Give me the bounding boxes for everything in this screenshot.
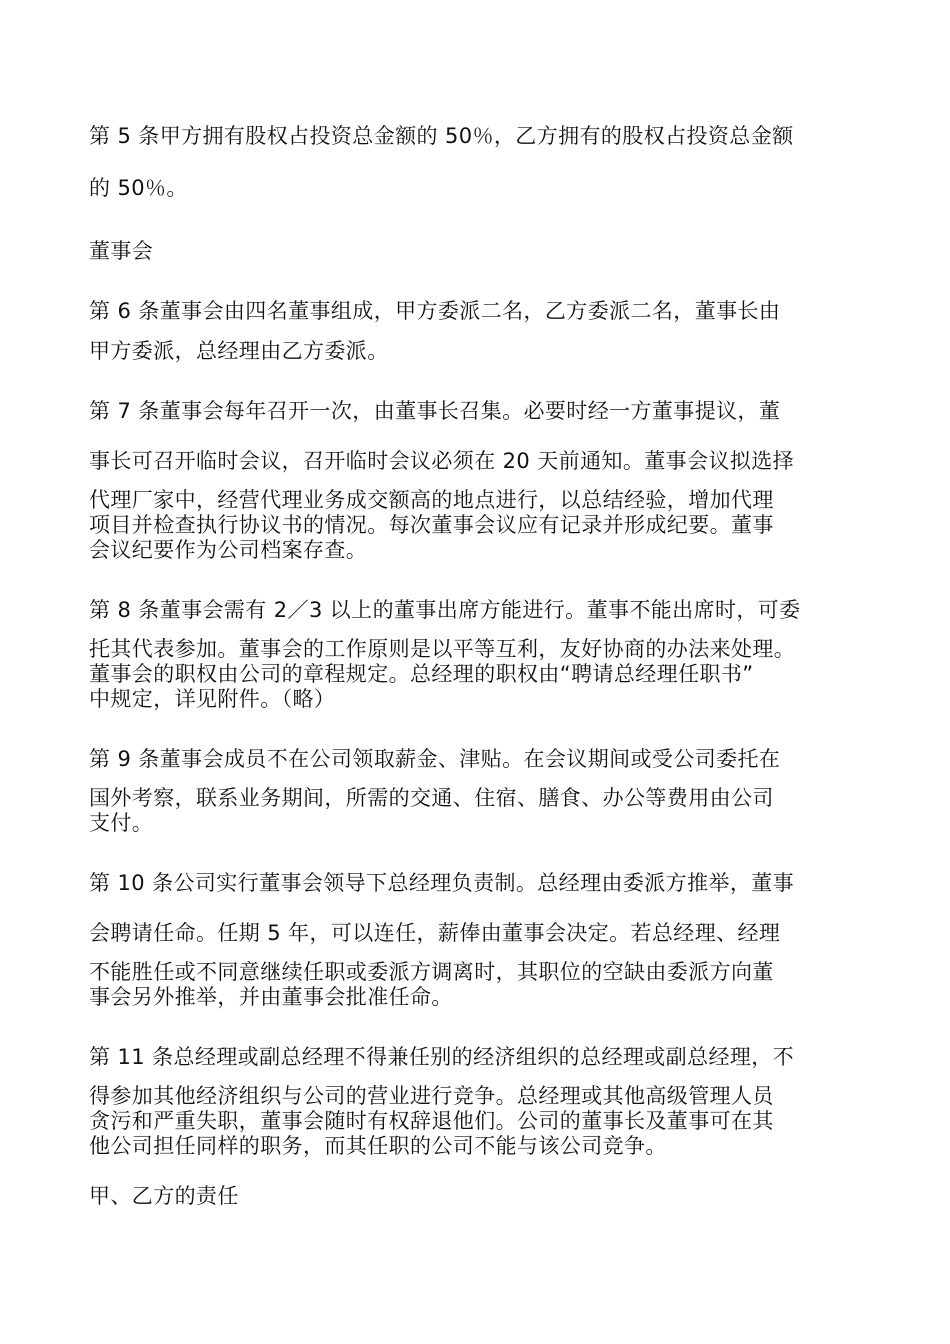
article-8-line-2: 托其代表参加。董事会的工作原则是以平等互利，友好协商的办法来处理。 <box>89 637 796 661</box>
article-7-line-2: 事长可召开临时会议，召开临时会议必须在 20 天前通知。董事会议拟选择 <box>89 449 795 473</box>
article-8-line-3: 董事会的职权由公司的章程规定。总经理的职权由“聘请总经理任职书” <box>89 662 754 686</box>
article-10-line-4: 事会另外推举，并由董事会批准任命。 <box>89 985 453 1009</box>
section-heading-responsibilities: 甲、乙方的责任 <box>89 1184 239 1208</box>
article-7-line-5: 会议纪要作为公司档案存查。 <box>89 538 368 562</box>
article-5-line-2: 的 50％。 <box>89 176 188 200</box>
article-5-line-1: 第 5 条甲方拥有股权占投资总金额的 50％，乙方拥有的股权占投资总金额 <box>89 124 794 148</box>
article-10-line-1: 第 10 条公司实行董事会领导下总经理负责制。总经理由委派方推举，董事 <box>89 871 795 895</box>
article-7-line-3: 代理厂家中，经营代理业务成交额高的地点进行，以总结经验，增加代理 <box>89 488 774 512</box>
article-6-line-2: 甲方委派，总经理由乙方委派。 <box>89 339 389 363</box>
article-9-line-1: 第 9 条董事会成员不在公司领取薪金、津贴。在会议期间或受公司委托在 <box>89 747 781 771</box>
article-8-line-1: 第 8 条董事会需有 2／3 以上的董事出席方能进行。董事不能出席时，可委 <box>89 598 801 622</box>
article-11-line-3: 贪污和严重失职，董事会随时有权辞退他们。公司的董事长及董事可在其 <box>89 1109 774 1133</box>
article-10-line-3: 不能胜任或不同意继续任职或委派方调离时，其职位的空缺由委派方向董 <box>89 960 774 984</box>
article-7-line-1: 第 7 条董事会每年召开一次，由董事长召集。必要时经一方董事提议，董 <box>89 399 781 423</box>
section-heading-board: 董事会 <box>89 239 154 263</box>
article-10-line-2: 会聘请任命。任期 5 年，可以连任，薪俸由董事会决定。若总经理、经理 <box>89 921 781 945</box>
article-9-line-2: 国外考察，联系业务期间，所需的交通、住宿、膳食、办公等费用由公司 <box>89 786 774 810</box>
article-8-line-4: 中规定，详见附件。（略） <box>89 687 336 711</box>
article-11-line-4: 他公司担任同样的职务，而其任职的公司不能与该公司竞争。 <box>89 1134 667 1158</box>
article-9-line-3: 支付。 <box>89 811 154 835</box>
article-6-line-1: 第 6 条董事会由四名董事组成，甲方委派二名，乙方委派二名，董事长由 <box>89 299 781 323</box>
article-11-line-1: 第 11 条总经理或副总经理不得兼任别的经济组织的总经理或副总经理，不 <box>89 1045 795 1069</box>
article-11-line-2: 得参加其他经济组织与公司的营业进行竞争。总经理或其他高级管理人员 <box>89 1084 774 1108</box>
article-7-line-4: 项目并检查执行协议书的情况。每次董事会议应有记录并形成纪要。董事 <box>89 513 774 537</box>
